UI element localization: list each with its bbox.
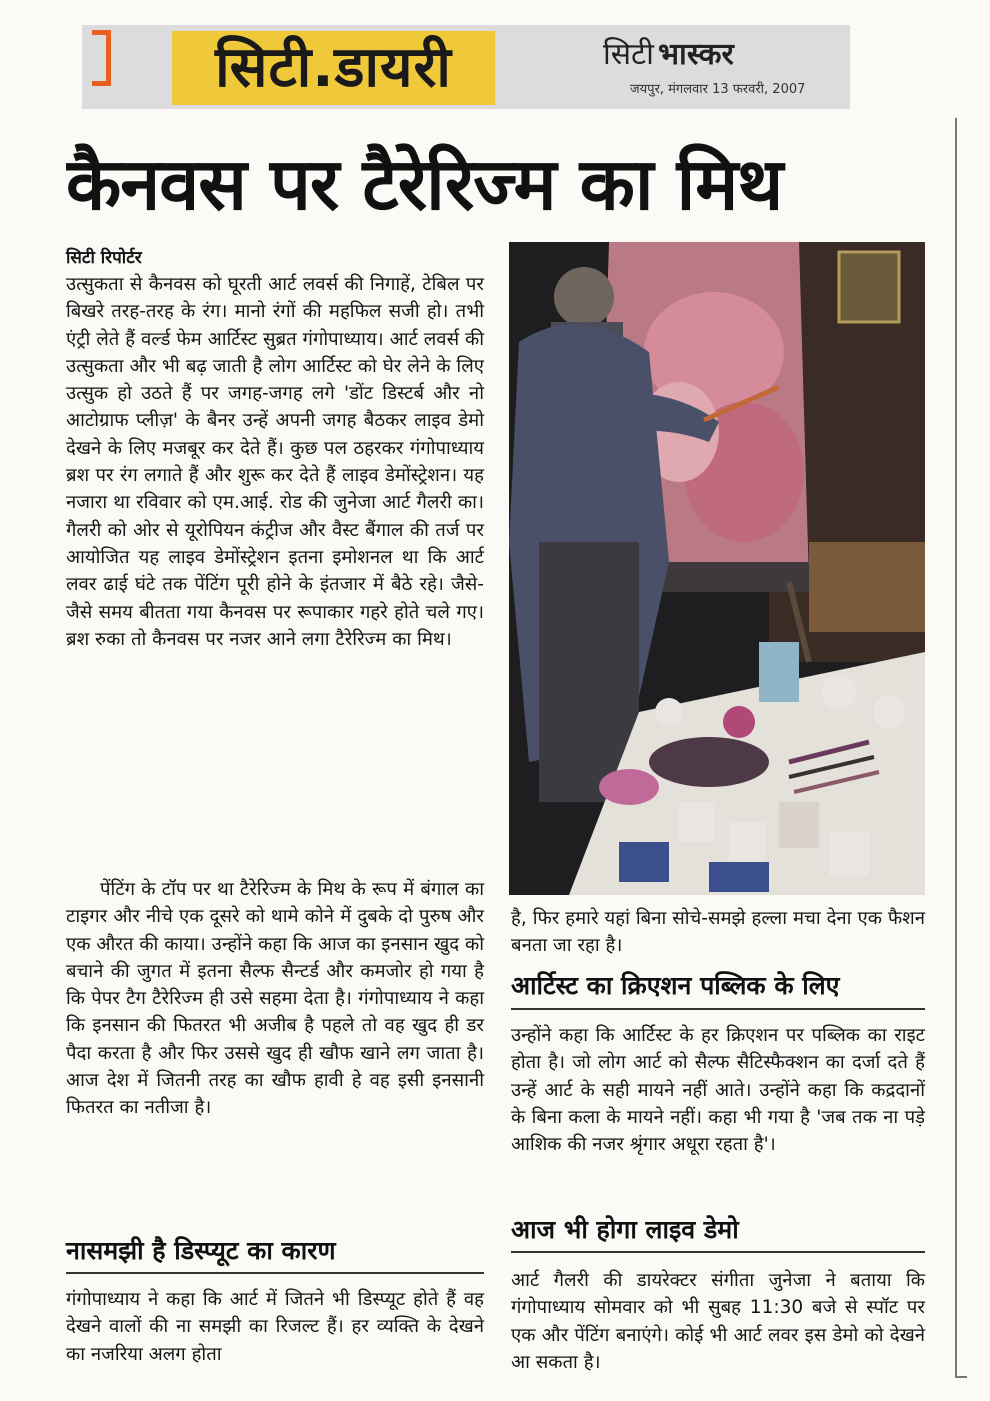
section-paragraph: उन्होंने कहा कि आर्टिस्ट के हर क्रिएशन पर पब्लिक का राइट होता है। जो लोग आर्ट को सैल्फ सैटिस्फैक्शन का दर्जा दते हैं उन्हें आर्ट के सही मायने नहीं आते। उन्होंने कहा कि कद्रदानों के बिना कला के मायने नहीं। कहा भी गया है 'जब तक ना पड़े आशिक की नजर श्रृंगार अधूरा रहता है'। — [511, 1025, 925, 1156]
section-divider — [511, 1008, 925, 1010]
section-paragraph: है, फिर हमारे यहां बिना सोचे-समझे हल्ला मचा देना एक फैशन बनता जा रहा है। — [511, 908, 925, 957]
section-heading: नासमझी है डिस्प्यूट का कारण — [66, 1236, 336, 1265]
artist-painting-illustration — [509, 242, 925, 895]
article-paragraph: उत्सुकता से कैनवस को घूरती आर्ट लवर्स की निगाहें, टेबिल पर बिखरे तरह-तरह के रंग। मानो रंगों की महफिल सजी हो। तभी एंट्री लेते हैं वर्ल्ड फेम आर्टिस्ट सुब्रत गंगोपाध्याय। आर्ट लवर्स की उत्सुकता और भी बढ़ जाती है लोग आर्टिस्ट को घेर लेने के लिए उत्सुक हो उठते हैं पर जगह-जगह लगे 'डोंट डिस्टर्ब और नो आटोग्राफ प्लीज़' के बैनर उन्हें अपनी जगह बैठकर लाइव डेमो देखने के लिए मजबूर कर देते हैं। कुछ पल ठहरकर गंगोपाध्याय ब्रश पर रंग लगाते हैं और शुरू कर देते हैं लाइव डेमोंस्ट्रेशन। यह नजारा था रविवार को एम.आई. रोड की जुनेजा आर्ट गैलरी का। गैलरी को ओर से यूरोपियन कंट्रीज और वैस्ट बैंगाल की तर्ज पर आयोजित यह लाइव डेमोंस्ट्रेशन इतना इमोशनल था कि आर्ट लवर ढाई घंटे तक पेंटिंग पूरी होने के इंतजार में बैठे रहे। जैसे-जैसे समय बीतता गया कैनवस पर रूपाकार गहरे होते चले गए। ब्रश रुका तो कैनवस पर नजर आने लगा टैरेरिज्म का मिथ। — [66, 274, 484, 650]
newspaper-logo — [603, 32, 833, 76]
dateline: जयपुर, मंगलवार 13 फरवरी, 2007 — [630, 82, 806, 97]
article-photo — [509, 242, 925, 895]
bracket-ornament — [92, 30, 111, 86]
section-tag-band — [172, 31, 495, 105]
section-divider — [511, 1251, 925, 1253]
article-paragraph: पेंटिंग के टॉप पर था टैरेरिज्म के मिथ के रूप में बंगाल का टाइगर और नीचे एक दूसरे को थामे कोने में दुबके दो पुरुष और एक औरत की काया। उन्होंने कहा कि आज का इनसान खुद को बचाने की जुगत में इतना सैल्फ सैन्टर्ड और कमजोर हो गया है कि पेपर टैग टैरेरिज्म ही उसे सहमा देता है। गंगोपाध्याय ने कहा कि इनसान की फितरत भी अजीब है पहले तो वह खुद ही डर पैदा करता है और फिर उससे खुद ही खौफ खाने लग जाता है। आज देश में जितनी तरह का खौफ हावी हे वह इसी इनसानी फितरत का नतीजा है। — [66, 879, 484, 1119]
logo-city: सिटी — [603, 37, 654, 72]
headline: कैनवस पर टैरेरिज्म का मिथ — [66, 142, 783, 226]
column-rule — [955, 118, 957, 1378]
column-rule-foot — [955, 1376, 967, 1378]
section-paragraph: गंगोपाध्याय ने कहा कि आर्ट में जितने भी डिस्प्यूट होते हैं वह देखने वालों की ना समझी का रिजल्ट हैं। हर व्यक्ति के देखने का नजरिया अलग होता — [66, 1289, 484, 1365]
byline: सिटी रिपोर्टर — [66, 248, 142, 268]
logo-name: भास्कर — [657, 37, 734, 72]
section-divider — [66, 1272, 484, 1274]
section-tag: सिटी.डायरी — [215, 35, 452, 100]
section-paragraph: आर्ट गैलरी की डायरेक्टर संगीता जुनेजा ने बताया कि गंगोपाध्याय सोमवार को भी सुबह 11:30 बजे से स्पॉट पर एक और पेंटिंग बनाएंगे। कोई भी आर्ट लवर इस डेमो को देखने आ सकता है। — [511, 1270, 925, 1373]
section-heading: आर्टिस्ट का क्रिएशन पब्लिक के लिए — [511, 971, 840, 1000]
section-heading: आज भी होगा लाइव डेमो — [511, 1215, 739, 1244]
